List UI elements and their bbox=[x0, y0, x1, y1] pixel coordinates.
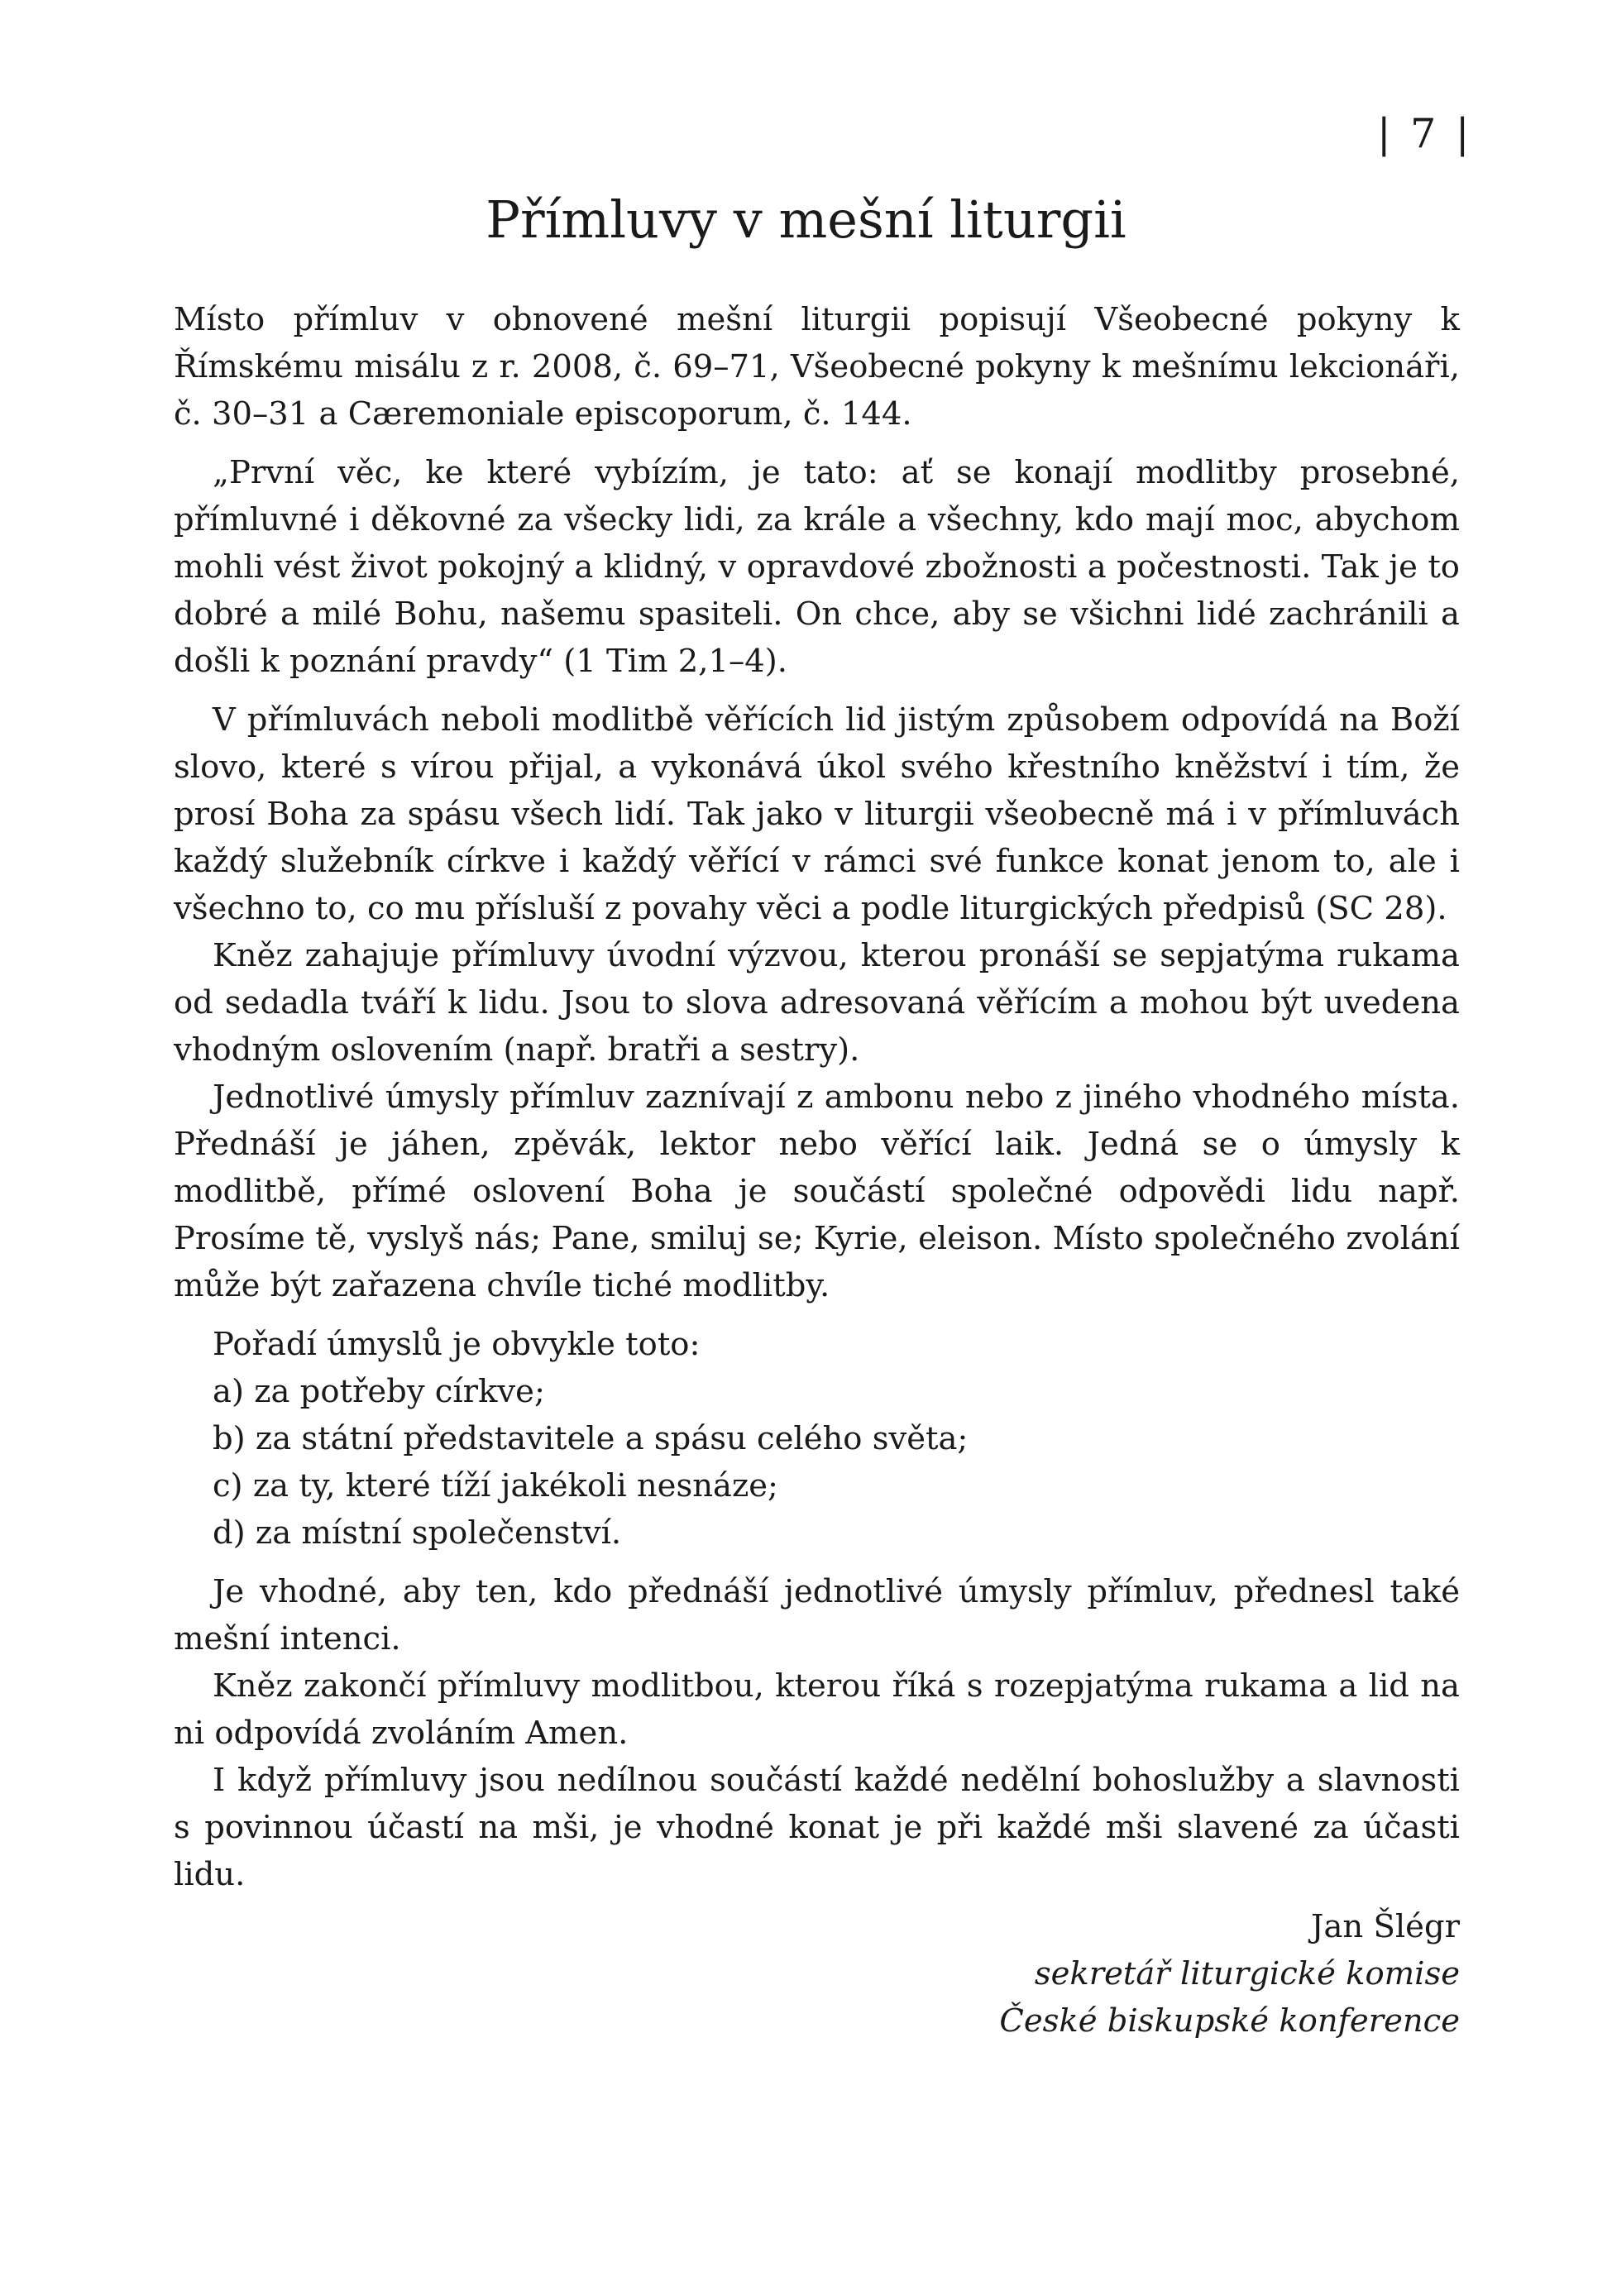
page-title: Přímluvy v mešní liturgii bbox=[486, 189, 1126, 250]
intentions-order-list bbox=[174, 1368, 1460, 1557]
article-body bbox=[174, 296, 1460, 2045]
list-item: d) za místní společenství. bbox=[213, 1514, 622, 1552]
paragraph-prayer-of-faithful: V přímluvách neboli modlitbě věřících lid jistým způsobem odpovídá na Boží slovo, které s vírou přijal, a vykonává úkol svého křestního kněžství i tím, že prosí Boha za spásu všech lidí. Tak jako v liturgii všeobecně má i v přímluvách každý služebník církve i každý věřící v rámci své funkce konat jenom to, ale i všechno to, co mu přísluší z povahy věci a podle liturgických předpisů (SC 28). bbox=[174, 701, 1460, 927]
author-name: Jan Šlégr bbox=[1311, 1908, 1460, 1945]
paragraph-mass-intention: Je vhodné, aby ten, kdo přednáší jednotlivé úmysly přímluv, přednesl také mešní intenci. bbox=[174, 1573, 1460, 1657]
signature-block bbox=[174, 1903, 1460, 2045]
author-organization: České biskupské konference bbox=[999, 2002, 1460, 2040]
paragraph-every-mass: I když přímluvy jsou nedílnou součástí každé nedělní bohoslužby a slavnosti s povinnou účastí na mši, je vhodné konat je při každé mši slavené za účasti lidu. bbox=[174, 1762, 1460, 1893]
list-item: a) za potřeby církve; bbox=[213, 1373, 545, 1410]
paragraph-priest-introduction: Kněz zahajuje přímluvy úvodní výzvou, kterou pronáší se sepjatýma rukama od sedadla tváří k lidu. Jsou to slova adresovaná věřícím a mohou být uvedena vhodným oslovením (např. bratři a sestry). bbox=[174, 937, 1460, 1069]
list-intro: Pořadí úmyslů je obvykle toto: bbox=[213, 1326, 701, 1363]
paragraph-quote: „První věc, ke které vybízím, je tato: ať se konají modlitby prosebné, přímluvné i děkovné za všecky lidi, za krále a všechny, kdo mají moc, abychom mohli vést život pokojný a klidný, v opravdové zbožnosti a počestnosti. Tak je to dobré a milé Bohu, našemu spasiteli. On chce, aby se všichni lidé zachránili a došli k poznání pravdy“ (1 Tim 2,1–4). bbox=[174, 454, 1460, 680]
paragraph-intentions: Jednotlivé úmysly přímluv zaznívají z ambonu nebo z jiného vhodného místa. Přednáší je jáhen, zpěvák, lektor nebo věřící laik. Jedná se o úmysly k modlitbě, přímé oslovení Boha je součástí společné odpovědi lidu např. Prosíme tě, vyslyš nás; Pane, smiluj se; Kyrie, eleison. Místo společného zvolání může být zařazena chvíle tiché modlitby. bbox=[174, 1079, 1460, 1304]
list-item: c) za ty, které tíží jakékoli nesnáze; bbox=[213, 1467, 779, 1504]
paragraph-closing-prayer: Kněz zakončí přímluvy modlitbou, kterou říká s rozepjatýma rukama a lid na ni odpovídá zvoláním Amen. bbox=[174, 1667, 1460, 1752]
paragraph-intro: Místo přímluv v obnovené mešní liturgii popisují Všeobecné pokyny k Římskému misálu z r. 2008, č. 69–71, Všeobecné pokyny k mešnímu lekcionáři, č. 30–31 a Cæremoniale episcoporum, č. 144. bbox=[174, 301, 1460, 433]
page-number: | 7 | bbox=[1377, 110, 1473, 157]
author-role: sekretář liturgické komise bbox=[1034, 1955, 1460, 1992]
list-item: b) za státní představitele a spásu celého světa; bbox=[213, 1420, 969, 1457]
